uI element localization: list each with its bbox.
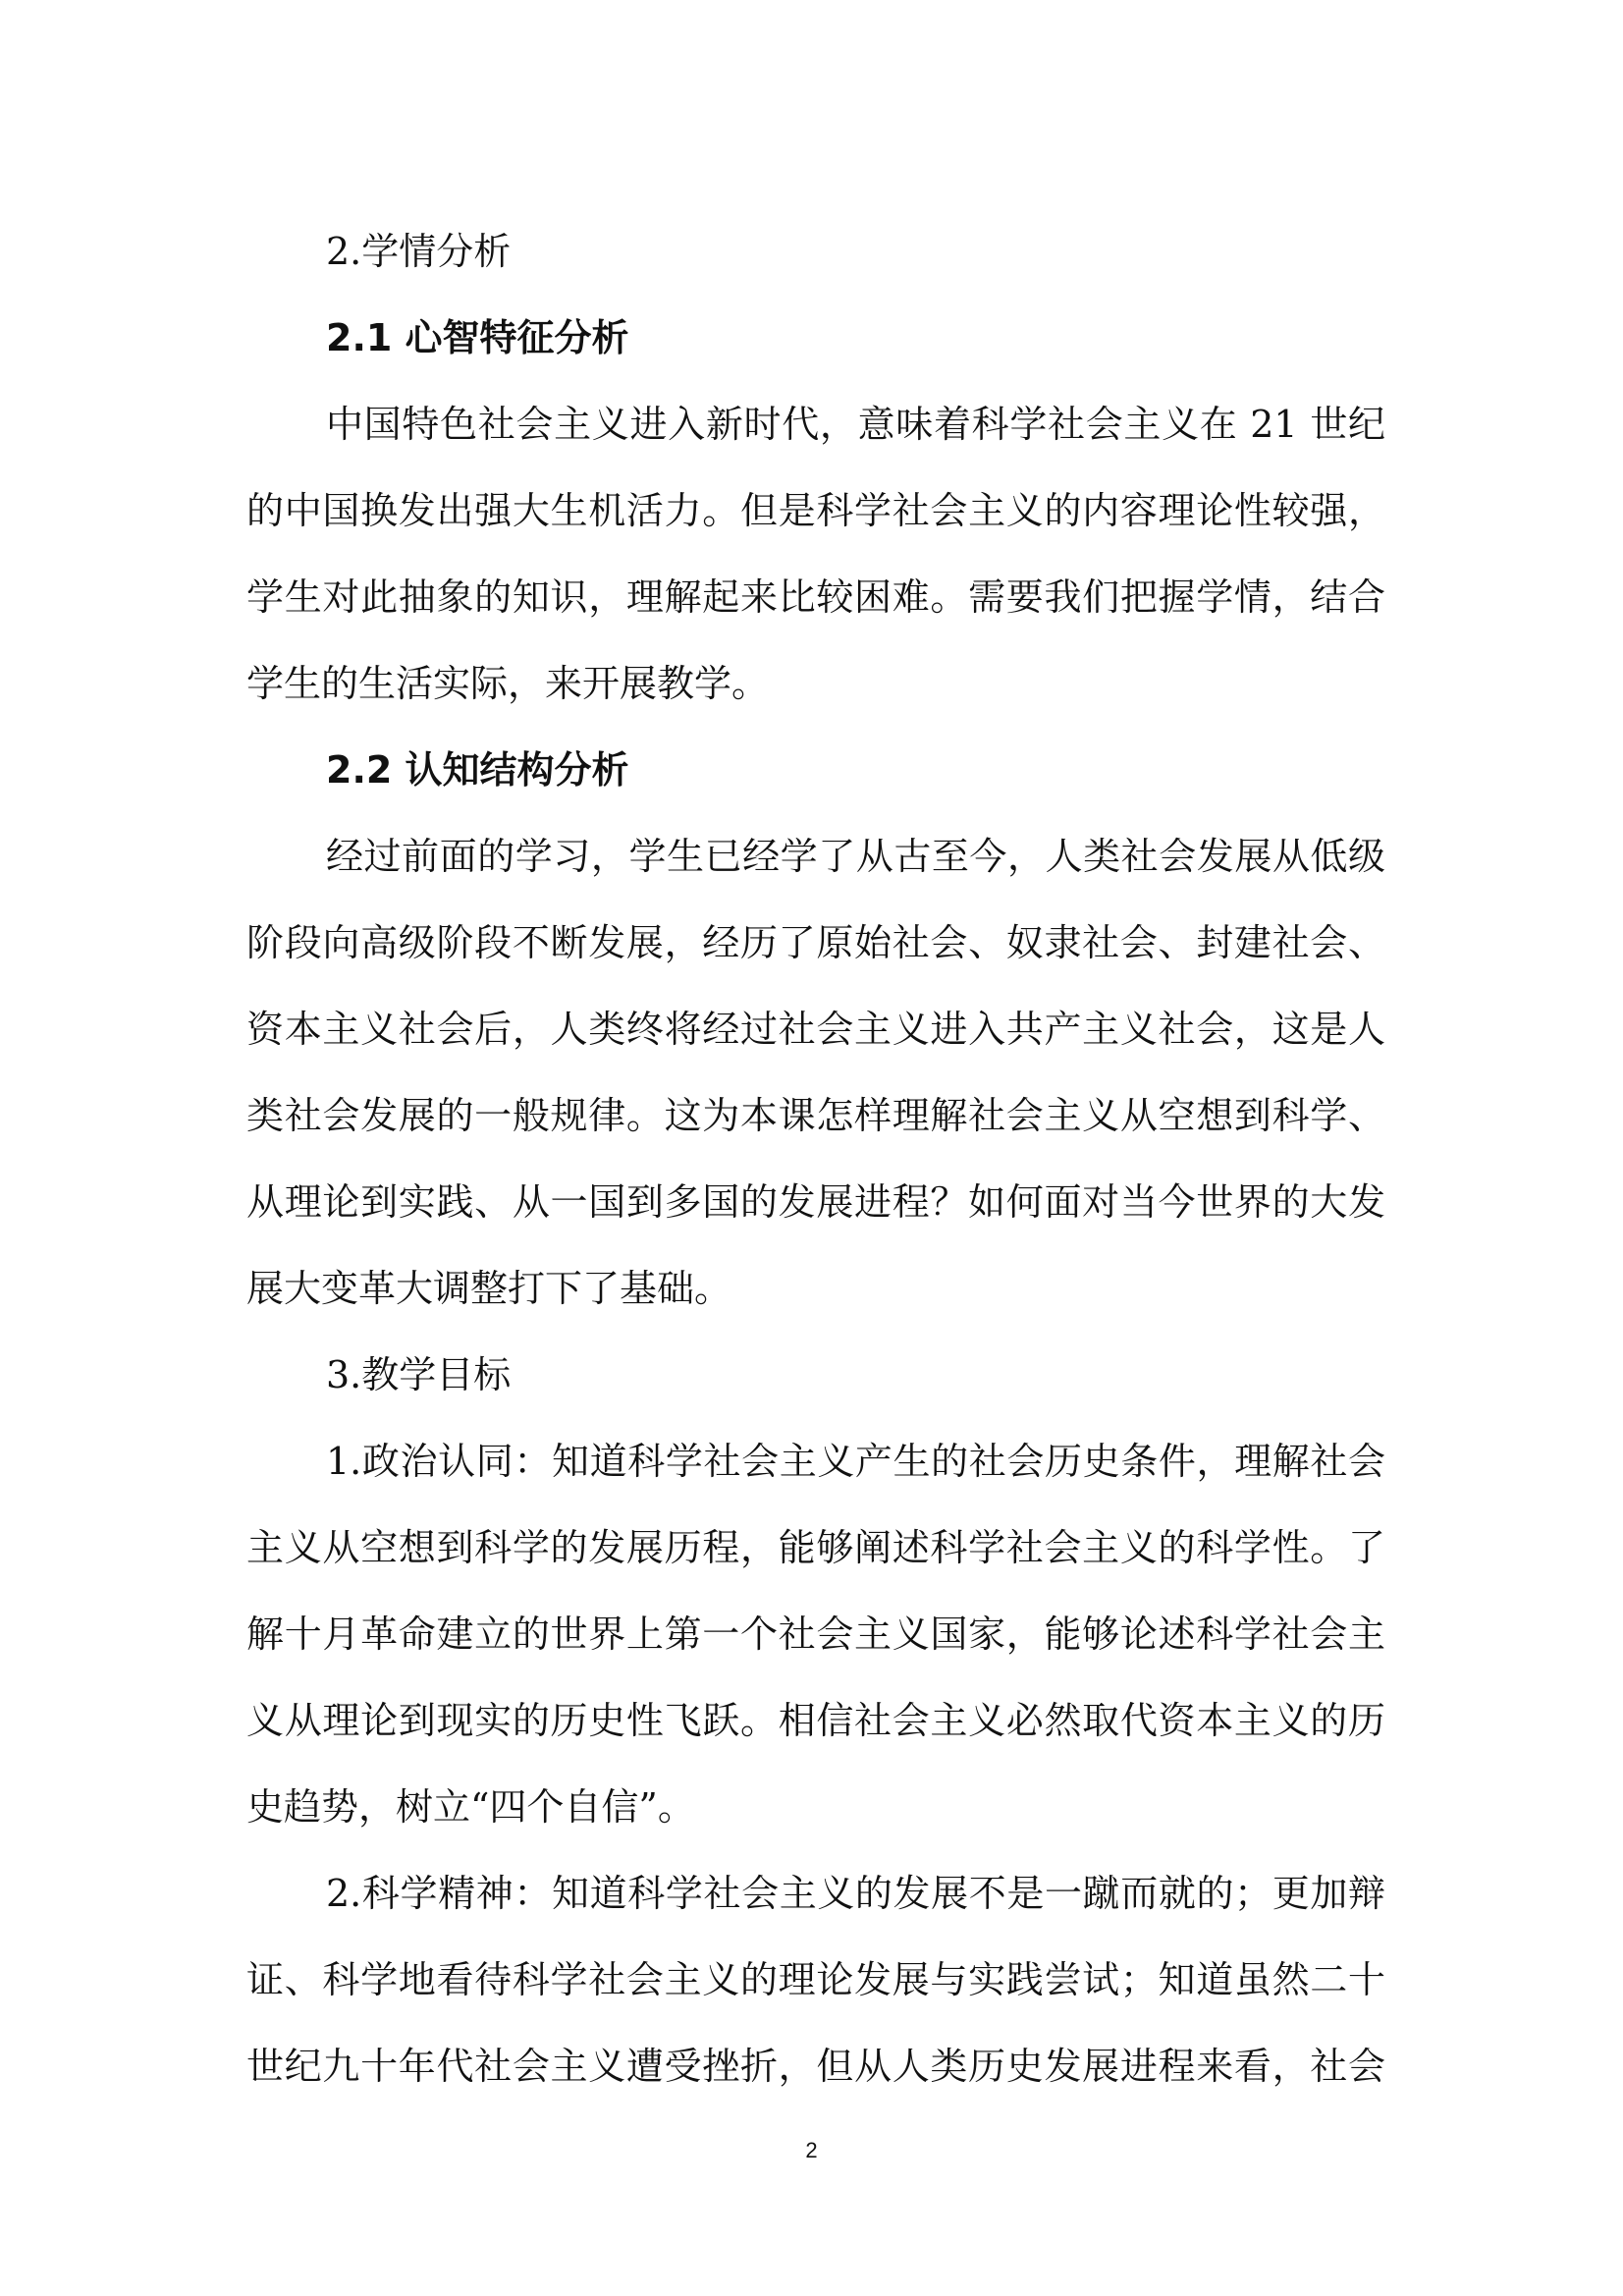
text-line: 世纪九十年代社会主义遭受挫折，但从人类历史发展进程来看，社会 (246, 2045, 1385, 2088)
text-line: 资本主义社会后，人类终将经过社会主义进入共产主义社会，这是人 (246, 1008, 1385, 1051)
section-heading: 2.1 心智特征分析 (326, 316, 629, 359)
text-line: 展大变革大调整打下了基础。 (246, 1267, 732, 1310)
text-line: 的中国换发出强大生机活力。但是科学社会主义的内容理论性较强， (246, 489, 1385, 532)
text-line: 学生对此抽象的知识，理解起来比较困难。需要我们把握学情，结合 (246, 575, 1385, 619)
text-line: 3.教学目标 (326, 1353, 512, 1396)
text-line: 经过前面的学习，学生已经学了从古至今，人类社会发展从低级 (326, 835, 1385, 878)
text-line: 解十月革命建立的世界上第一个社会主义国家，能够论述科学社会主 (246, 1613, 1385, 1656)
section-heading: 2.2 认知结构分析 (326, 748, 629, 792)
page-number: 2 (805, 2138, 818, 2162)
text-line: 学生的生活实际，来开展教学。 (246, 662, 770, 705)
text-line: 2.科学精神：知道科学社会主义的发展不是一蹴而就的；更加辩 (326, 1872, 1385, 1915)
document-body (246, 208, 1385, 2109)
text-line: 2.学情分析 (326, 230, 512, 273)
text-line: 阶段向高级阶段不断发展，经历了原始社会、奴隶社会、封建社会、 (246, 921, 1385, 964)
text-line: 中国特色社会主义进入新时代，意味着科学社会主义在 21 世纪 (326, 403, 1385, 446)
text-line: 主义从空想到科学的发展历程，能够阐述科学社会主义的科学性。了 (246, 1526, 1385, 1569)
text-line: 证、科学地看待科学社会主义的理论发展与实践尝试；知道虽然二十 (246, 1958, 1385, 2001)
text-line: 类社会发展的一般规律。这为本课怎样理解社会主义从空想到科学、 (246, 1094, 1385, 1137)
text-line: 史趋势，树立“四个自信”。 (246, 1785, 695, 1829)
text-line: 义从理论到现实的历史性飞跃。相信社会主义必然取代资本主义的历 (246, 1699, 1385, 1742)
text-line: 从理论到实践、从一国到多国的发展进程？如何面对当今世界的大发 (246, 1180, 1385, 1224)
text-line: 1.政治认同：知道科学社会主义产生的社会历史条件，理解社会 (326, 1440, 1385, 1483)
